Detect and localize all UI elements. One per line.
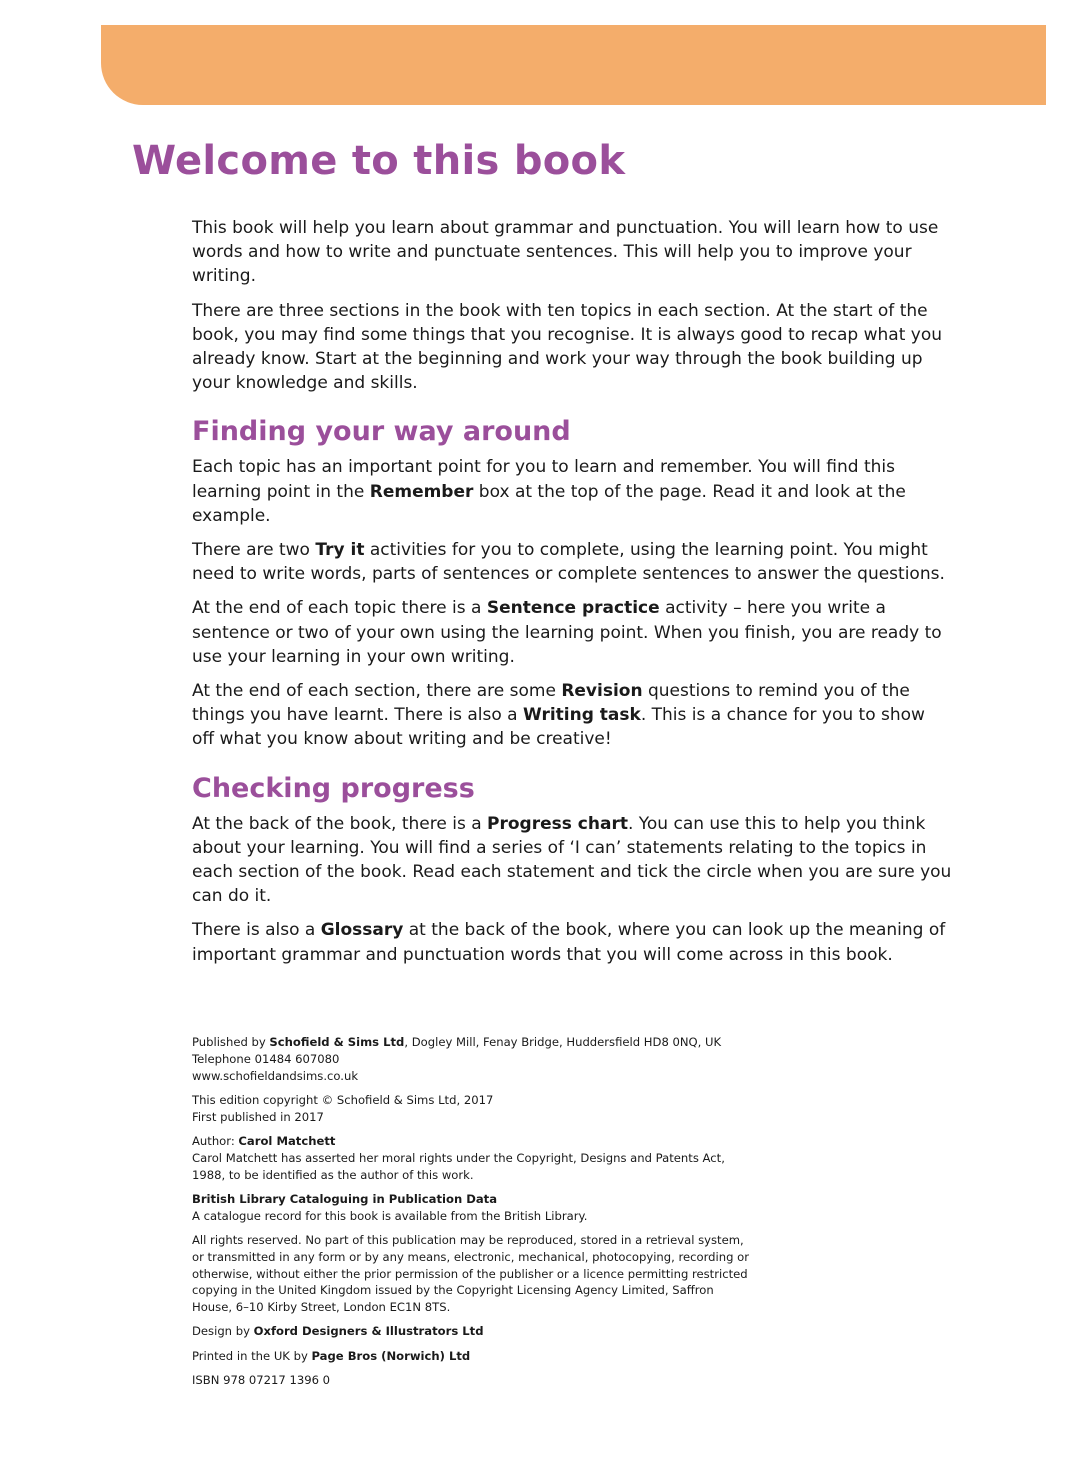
intro-paragraph-1: This book will help you learn about grammar and punctuation. You will learn how to use words and how to write and punctuate sentences. This will help you to improve your writing. bbox=[192, 218, 939, 287]
intro-paragraph-2: There are three sections in the book with ten topics in each section. At the start of the book, you may find some things that you recognise. It is always good to recap what you already know. Start at the beginning and work your way through the book building up your knowledge and skills. bbox=[192, 300, 943, 394]
header-color-band bbox=[101, 25, 1046, 105]
checking-paragraph-2: There is also a Glossary at the back of the book, where you can look up the meaning of important grammar and punctuation words that you will come across in this book. bbox=[192, 920, 946, 965]
printer-credit: Printed in the UK by Page Bros (Norwich) Ltd bbox=[192, 1348, 471, 1363]
author-block: Author: Carol Matchett Carol Matchett has asserted her moral rights under the Copyright, Designs and Patents Act, 1988, to be identified as the author of this work. bbox=[192, 1133, 725, 1182]
checking-paragraph-1: At the back of the book, there is a Progress chart. You can use this to help you think about your learning. You will find a series of ‘I can’ statements relating to the topics in each section of the book. Read each statement and tick the circle when you are sure you can do it. bbox=[192, 813, 952, 907]
finding-paragraph-2: There are two Try it activities for you to complete, using the learning point. You might need to write words, parts of sentences or complete sentences to answer the questions. bbox=[192, 540, 945, 585]
imprint bbox=[192, 1034, 752, 1396]
finding-heading: Finding your way around bbox=[192, 416, 571, 448]
isbn: ISBN 978 07217 1396 0 bbox=[192, 1373, 331, 1388]
finding-paragraph-3: At the end of each topic there is a Sentence practice activity – here you write a sentence or two of your own using the learning point. When you finish, you are ready to use your learning in your own writing. bbox=[192, 598, 942, 667]
cip-block: British Library Cataloguing in Publication Data A catalogue record for this book is available from the British Library. bbox=[192, 1191, 588, 1223]
finding-paragraph-1: Each topic has an important point for you to learn and remember. You will find this learning point in the Remember box at the top of the page. Read it and look at the example. bbox=[192, 457, 906, 526]
finding-paragraph-4: At the end of each section, there are some Revision questions to remind you of the things you have learnt. There is also a Writing task. This is a chance for you to show off what you know about writing and be creative! bbox=[192, 681, 925, 750]
publisher-block: Published by Schofield & Sims Ltd, Dogley Mill, Fenay Bridge, Huddersfield HD8 0NQ, UK Telephone 01484 607080 www.schofieldandsims.co.uk bbox=[192, 1035, 722, 1083]
rights-block: All rights reserved. No part of this publication may be reproduced, stored in a retrieval system, or transmitted in any form or by any means, electronic, mechanical, photocopying, recording or otherwise, without either the prior permission of the publisher or a licence permitting restricted copying in the United Kingdom issued by the Copyright Licensing Agency Limited, Saffron House, 6–10 Kirby Street, London EC1N 8TS. bbox=[192, 1232, 749, 1315]
page-title: Welcome to this book bbox=[132, 138, 626, 184]
design-credit: Design by Oxford Designers & Illustrators Ltd bbox=[192, 1324, 484, 1339]
copyright-block: This edition copyright © Schofield & Sims Ltd, 2017 First published in 2017 bbox=[192, 1092, 494, 1124]
main-content bbox=[192, 216, 952, 977]
checking-heading: Checking progress bbox=[192, 772, 475, 804]
